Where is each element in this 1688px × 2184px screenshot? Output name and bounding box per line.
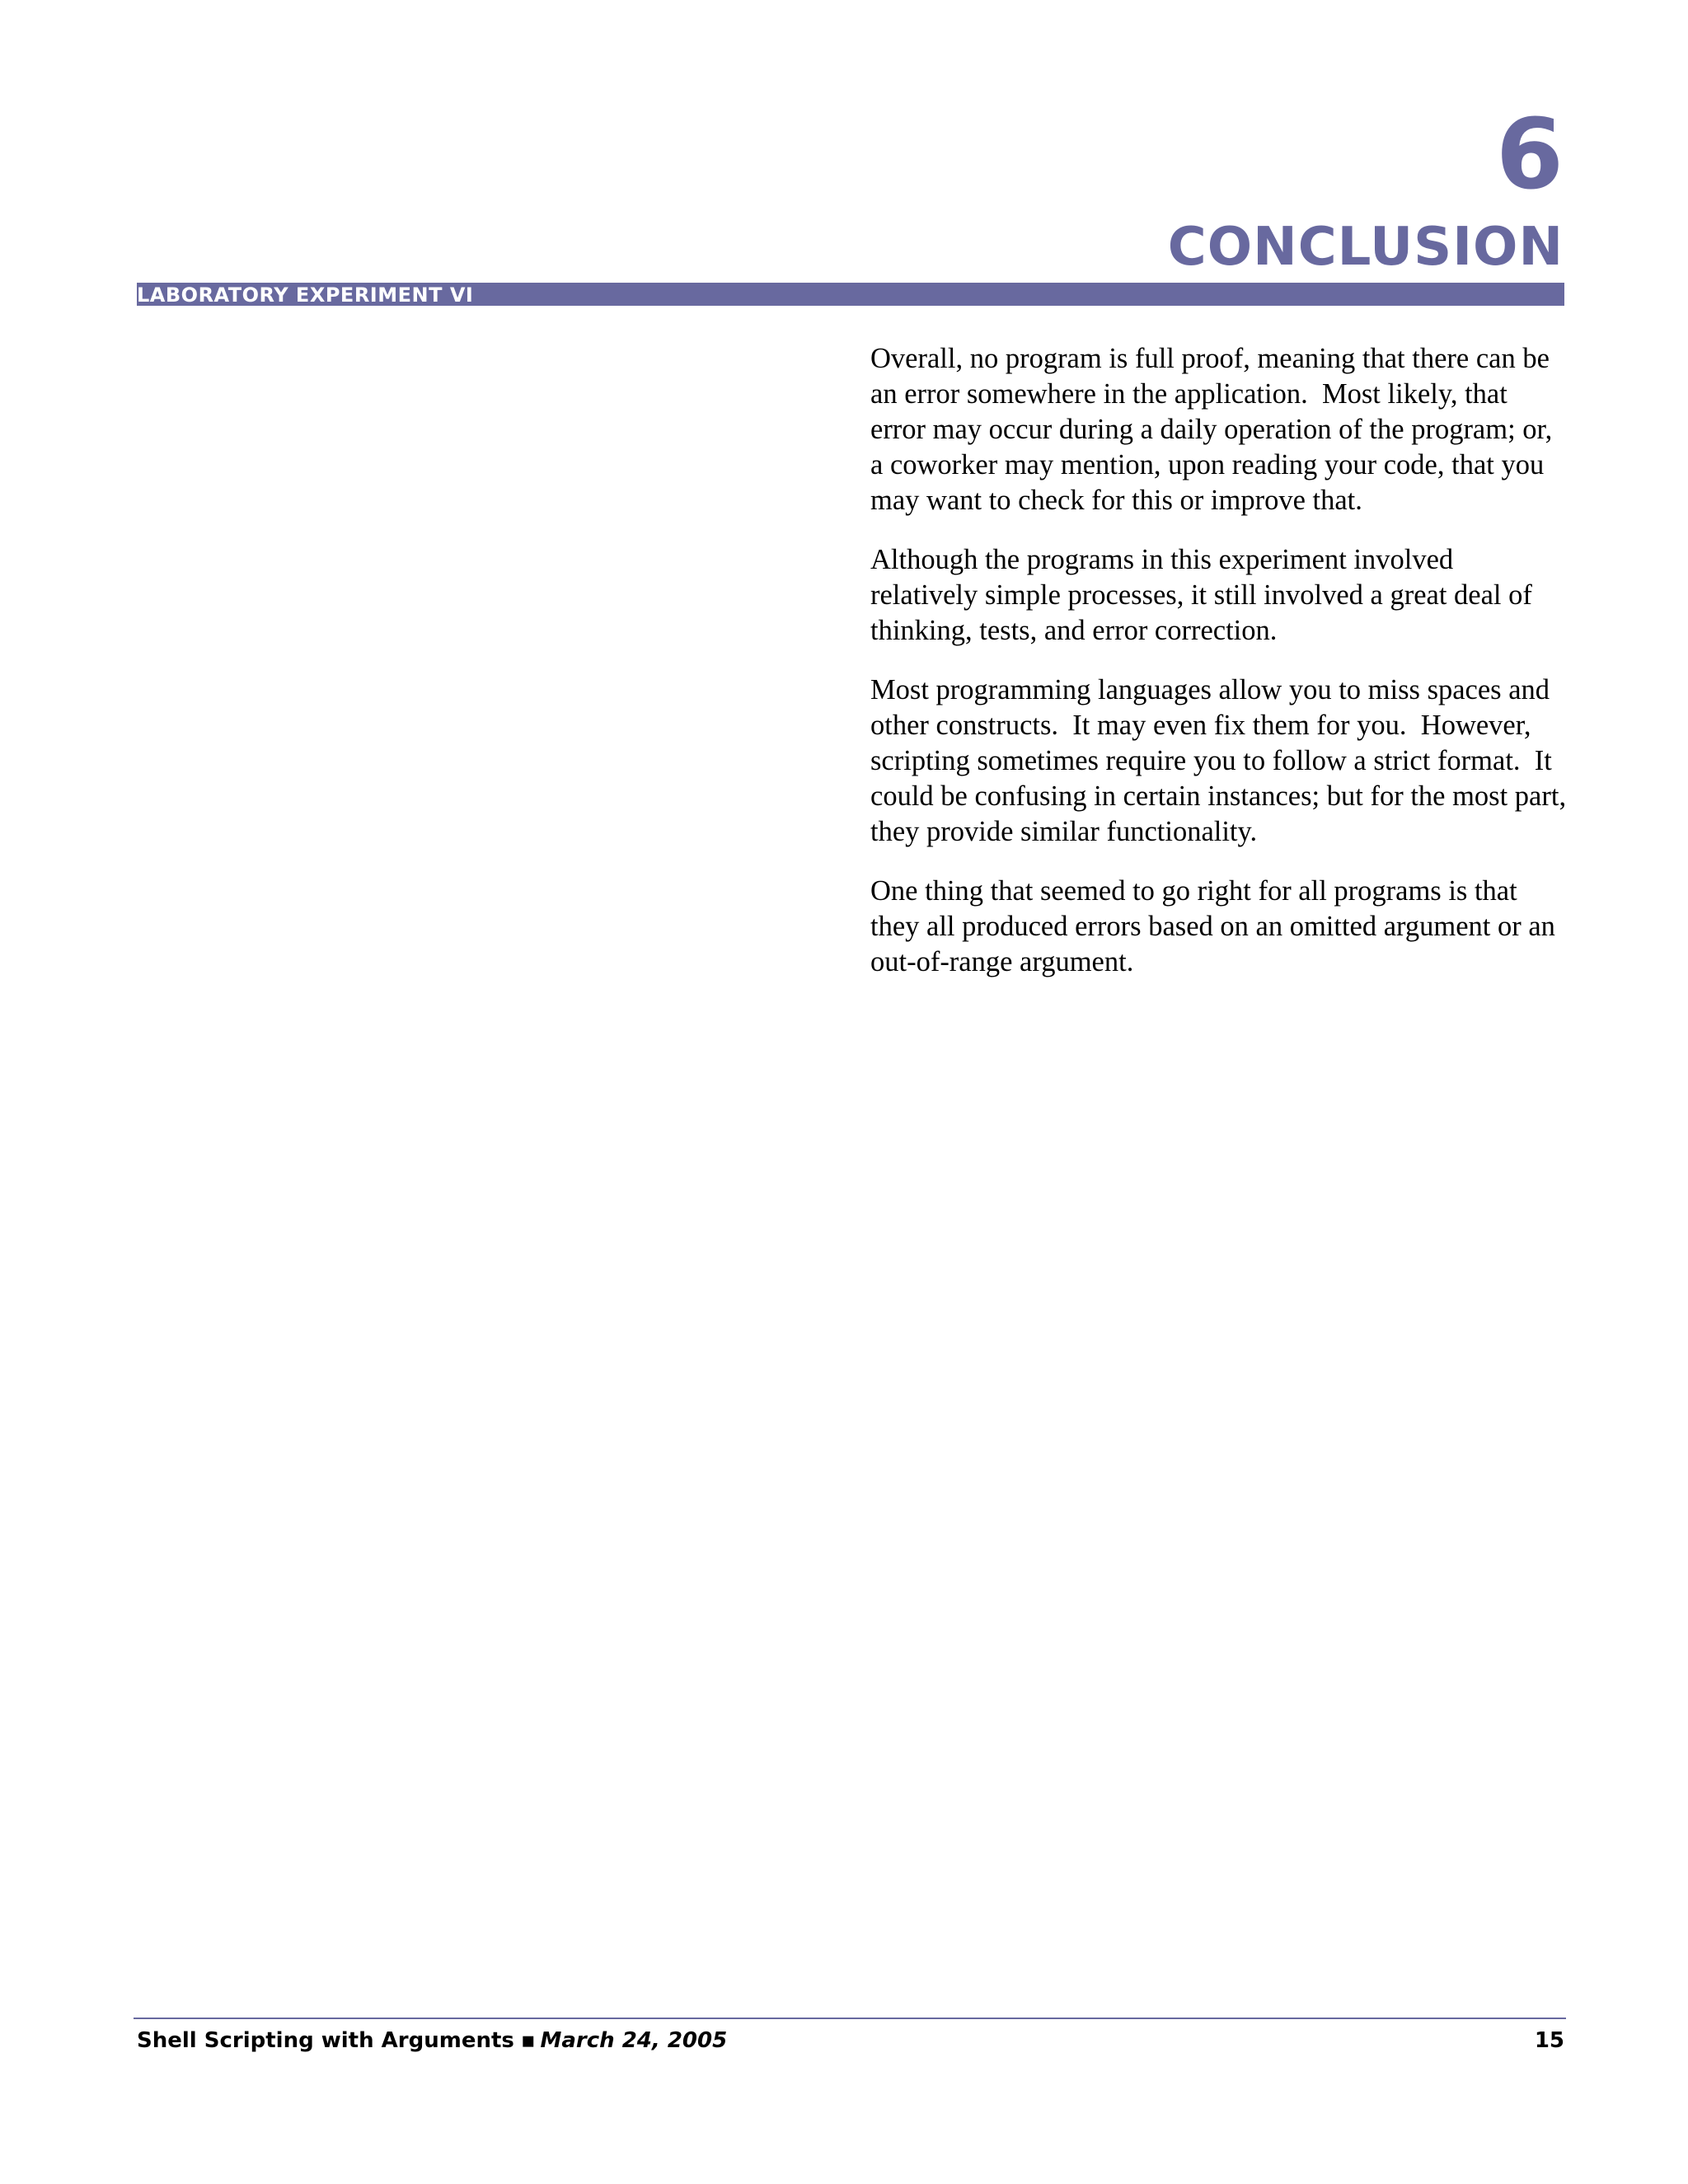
body-text	[870, 341, 1573, 1004]
section-label: LABORATORY EXPERIMENT VI	[137, 284, 474, 306]
footer-separator: ▪	[520, 2028, 536, 2053]
paragraph: Although the programs in this experiment involved relatively simple processes, it still involved a great deal of thinking, tests, and error correction.	[870, 544, 1540, 646]
chapter-title: CONCLUSION	[1167, 217, 1564, 278]
footer-caption	[137, 2027, 727, 2054]
section-bar	[137, 283, 1564, 306]
paragraph: Overall, no program is full proof, meaning that there can be an error somewhere in the application. Most likely, that error may occur during a daily operation of the program; or, a coworker may mention, upon reading your code, that you may want to check for this or improve that.	[870, 343, 1559, 516]
paragraph: Most programming languages allow you to miss spaces and other constructs. It may even fix them for you. However, scripting sometimes require you to follow a strict format. It could be confusing in certain instances; but for the most part, they provide similar functionality.	[870, 674, 1573, 847]
footer-rule	[134, 2018, 1566, 2019]
paragraph: One thing that seemed to go right for all programs is that they all produced errors based on an omitted argument or an out-of-range argument.	[870, 875, 1563, 977]
page-number: 15	[1534, 2028, 1564, 2053]
chapter-number: 6	[1495, 97, 1564, 211]
footer-title: Shell Scripting with Arguments	[137, 2028, 514, 2053]
footer-date: March 24, 2005	[540, 2028, 728, 2053]
